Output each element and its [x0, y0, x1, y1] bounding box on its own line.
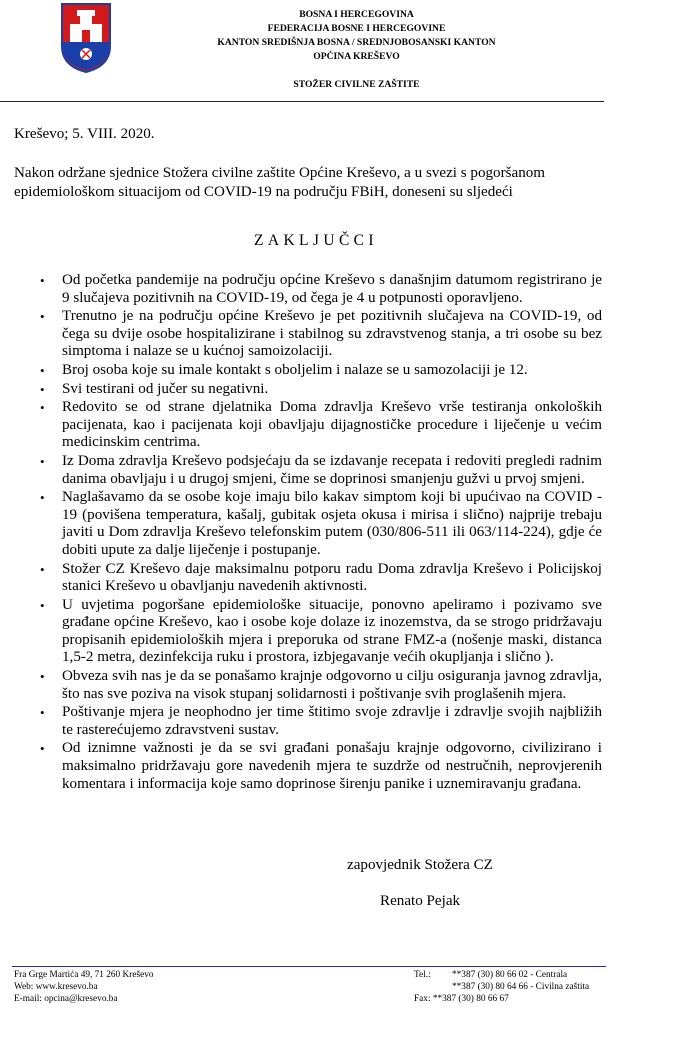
footer-email-link[interactable]: opcina@kresevo.ba — [44, 994, 118, 1004]
place-date: Kreševo; 5. VIII. 2020. — [14, 126, 155, 142]
item-text: Broj osoba koje su imale kontakt s oboljelim i nalaze se u samozolaciji je 12. — [62, 361, 528, 378]
letterhead-country: BOSNA I HERCEGOVINA — [299, 9, 414, 20]
item-text: Obveza svih nas je da se ponašamo krajnje odgovorno u cilju osiguranja javnog zdravlja, što nas sve poziva na visok stupanj solidarnosti i poštivanje svih proglašenih mjera. — [62, 668, 602, 702]
footer-tel-civil-protection: **387 (30) 80 64 66 - Civilna zaštita — [452, 982, 590, 992]
letterhead-body: STOŽER CIVILNE ZAŠTITE — [293, 79, 420, 90]
bullet-icon: • — [40, 669, 45, 685]
list-item — [40, 308, 602, 361]
intro-line-2: epidemiološkom situacijom od COVID-19 na području FBiH, doneseni su sljedeći — [14, 184, 513, 200]
bullet-icon: • — [40, 561, 45, 577]
letterhead-canton: KANTON SREDIŠNJA BOSNA / SREDNJOBOSANSKI KANTON — [217, 37, 496, 48]
footer-tel-label: Tel.: — [414, 970, 431, 980]
bullet-icon: • — [40, 597, 45, 613]
bullet-icon: • — [40, 309, 45, 325]
footer-tel-centrala: **387 (30) 80 66 02 - Centrala — [452, 970, 568, 980]
bullet-icon: • — [40, 381, 45, 397]
list-item — [40, 668, 602, 703]
item-text: U uvjetima pogoršane epidemiološke situacije, ponovno apeliramo i pozivamo sve građane općine Kreševo, kao i osobe koje dolaze iz inozemstva, da se strogo pridržavaju propisanih epidemioloških mjera i preporuka od strane FMZ-a (nošenje maski, distanca 1,5-2 metra, dezinfekcija ruku i prostora, izbjegavanje većih okupljanja i slično ). — [62, 596, 602, 666]
coat-of-arms-icon — [60, 2, 112, 74]
letterhead-municipality: OPĆINA KREŠEVO — [313, 51, 400, 62]
footer-web: Web: www.kresevo.ba — [14, 982, 98, 992]
item-text: Poštivanje mjera je neophodno jer time štitimo svoje zdravlje i zdravlje svojih najbližih te rasterećujemo zdravstveni sustav. — [62, 704, 602, 738]
list-item — [40, 272, 602, 307]
item-text: Naglašavamo da se osobe koje imaju bilo kakav simptom koji bi upućivao na COVID - 19 (povišena temperatura, kašalj, gubitak osjeta okusa i mirisa i slično) najprije trebaju javiti u Dom zdravlja Kreševo telefonskim putem (030/806-511 ili 063/114-224), gdje će dobiti upute za dalje liječenje i postupanje. — [62, 489, 602, 558]
bullet-icon: • — [40, 741, 45, 757]
bullet-icon: • — [40, 400, 45, 416]
conclusions-title: ZAKLJUČCI — [254, 232, 378, 249]
list-item — [40, 453, 602, 488]
item-text: Trenutno je na području općine Kreševo je pet pozitivnih slučajeva na COVID-19, od čega su dvije osobe hospitalizirane i stabilnog su zdravstvenog stanja, a tri osobe su bez simptoma i nalaze se u kućnoj samoizolaciji. — [62, 308, 602, 360]
footer-email-label: E-mail: — [14, 994, 45, 1004]
item-text: Stožer CZ Kreševo daje maksimalnu potporu radu Doma zdravlja Kreševo i Policijskoj stanici Kreševo u obavljanju navedenih aktivnosti. — [62, 560, 602, 595]
signature-name: Renato Pejak — [380, 893, 461, 909]
bullet-icon: • — [40, 453, 45, 469]
header-divider — [0, 101, 604, 102]
item-text: Od iznimne važnosti je da se svi građani ponašaju krajnje odgovorno, civilizirano i maksimalno pridržavaju gore navedenih mjera te suzdrže od nestručnih, neprovjerenih komentara i informacija koje samo doprinose širenju panike i uznemiravanju građana. — [62, 740, 602, 792]
footer-divider — [12, 966, 606, 967]
signature-role: zapovjednik Stožera CZ — [347, 857, 493, 873]
list-item — [40, 381, 602, 399]
list-item — [40, 561, 602, 596]
footer-address: Fra Grge Martića 49, 71 260 Kreševo — [14, 970, 154, 980]
list-item — [40, 597, 602, 667]
letterhead-federation: FEDERACIJA BOSNE I HERCEGOVINE — [267, 23, 446, 34]
conclusions-list — [40, 272, 602, 794]
list-item — [40, 740, 602, 793]
item-text: Iz Doma zdravlja Kreševo podsjećaju da se izdavanje recepata i redoviti pregledi radnim danima obavljaju i u drugoj smjeni, čime se doprinosi smanjenju gužvi u prvoj smjeni. — [62, 452, 602, 487]
intro-line-1: Nakon održane sjednice Stožera civilne zaštite Općine Kreševo, a u svezi s pogoršanom — [14, 165, 546, 181]
item-text: Svi testirani od jučer su negativni. — [62, 380, 269, 397]
list-item — [40, 704, 602, 739]
bullet-icon: • — [40, 362, 45, 378]
list-item — [40, 489, 602, 559]
bullet-icon: • — [40, 490, 45, 506]
list-item — [40, 362, 602, 380]
bullet-icon: • — [40, 273, 45, 288]
footer-fax: Fax: **387 (30) 80 66 67 — [414, 994, 509, 1004]
list-item — [40, 399, 602, 452]
item-text: Od početka pandemije na području općine Kreševo s današnjim datumom registrirano je 9 slučajeva pozitivnih na COVID-19, od čega je 4 u potpunosti oporavljeno. — [62, 272, 602, 306]
bullet-icon: • — [40, 705, 45, 721]
item-text: Redovito se od strane djelatnika Doma zdravlja Kreševo vrše testiranja onkoloških pacijenata, kao i pacijenata koji obavljaju dijagnostičke procedure i liječenje u većim medicinskim centrima. — [62, 399, 602, 451]
footer-email-line — [14, 994, 118, 1005]
